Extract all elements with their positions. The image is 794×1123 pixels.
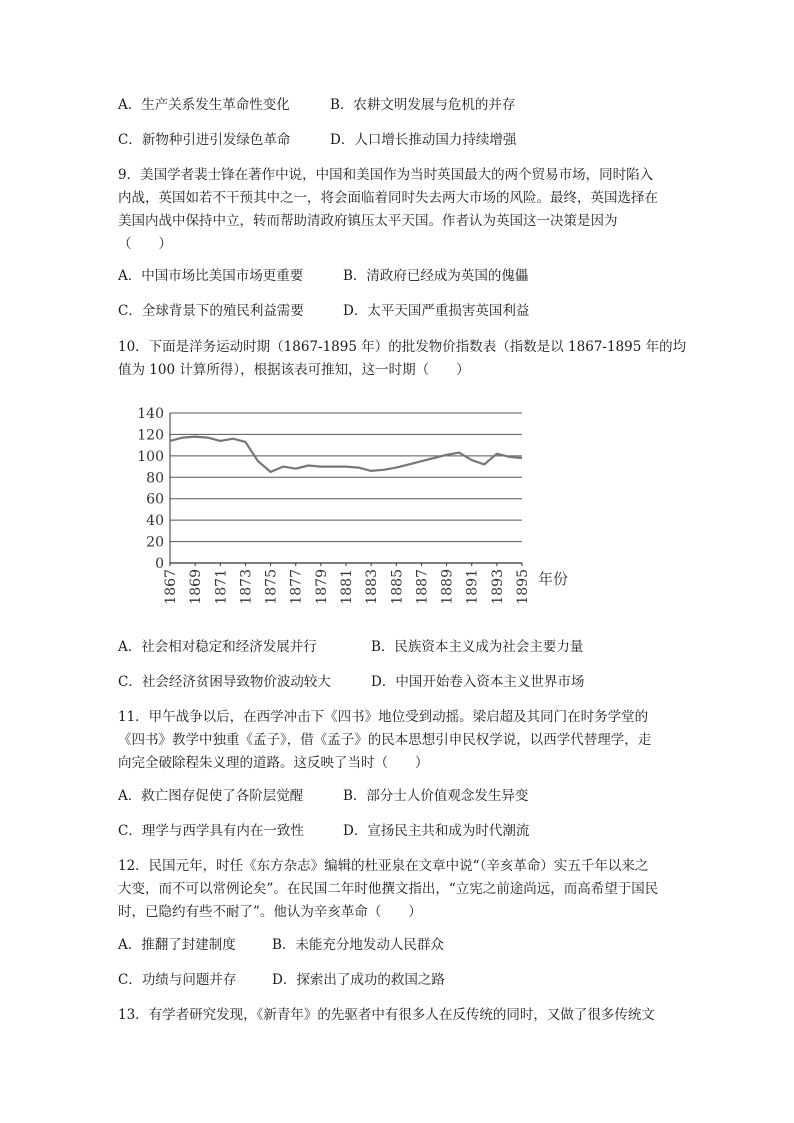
q12-option-c[interactable]: C．功绩与问题并存 (118, 972, 237, 988)
series-line (170, 437, 522, 472)
x-tick-label: 1867 (163, 569, 179, 605)
q9-stem-line: 内战，英国如若不干预其中之一，将会面临着同时失去两大市场的风险。最终，英国选择在 (118, 190, 658, 206)
y-tick-label: 100 (137, 448, 164, 465)
x-tick-label: 1885 (389, 569, 406, 605)
x-tick-label: 1891 (464, 569, 481, 605)
q12-option-d[interactable]: D．探索出了成功的救国之路 (272, 972, 445, 988)
q11-option-b[interactable]: B．部分士人价值观念发生异变 (343, 788, 529, 804)
q12-stem (118, 855, 678, 924)
q10-stem-line: 10．下面是洋务运动时期（1867-1895 年）的批发物价指数表（指数是以 1867-1895 年的均 (118, 339, 687, 355)
x-tick-label: 1877 (288, 569, 305, 605)
x-tick-label: 1887 (414, 569, 431, 605)
x-tick-label: 1871 (213, 569, 230, 605)
y-tick-label: 0 (155, 556, 164, 572)
q10-stem (118, 336, 687, 382)
x-tick-label: 1883 (364, 569, 381, 605)
q10-option-a[interactable]: A．社会相对稳定和经济发展并行 (118, 639, 317, 655)
x-tick-label: 1881 (339, 569, 355, 605)
q11-option-c[interactable]: C．理学与西学具有内在一致性 (118, 823, 304, 839)
q9-option-b[interactable]: B．清政府已经成为英国的傀儡 (343, 268, 529, 284)
x-tick-label: 1895 (515, 569, 531, 605)
x-tick-label: 1875 (263, 569, 280, 605)
x-tick-label: 1879 (313, 569, 330, 605)
x-tick-label: 1869 (188, 569, 205, 605)
q12-stem-line: 大变，而不可以常例论矣”。在民国二年时他撰文指出，“立宪之前途尚远，而高希望于国民 (118, 881, 659, 897)
q13-stem-line: 13．有学者研究发现，《新青年》的先驱者中有很多人在反传统的同时，又做了很多传统文 (118, 1007, 655, 1023)
q9-option-a[interactable]: A．中国市场比美国市场更重要 (118, 268, 304, 284)
q12-option-b[interactable]: B．未能充分地发动人民群众 (272, 937, 444, 953)
q8-option-d[interactable]: D．人口增长推动国力持续增强 (330, 132, 517, 148)
q12-option-a[interactable]: A．推翻了封建制度 (118, 937, 236, 953)
x-axis-label: 年份 (538, 570, 569, 588)
q11-option-d[interactable]: D．宣扬民主共和成为时代潮流 (343, 823, 530, 839)
q11-stem-line: 向完全破除程朱义理的道路。这反映了当时（ ） (118, 755, 429, 771)
q9-option-d[interactable]: D．太平天国严重损害英国利益 (343, 303, 530, 319)
x-tick-label: 1893 (489, 569, 506, 605)
q10-option-c[interactable]: C．社会经济贫困导致物价波动较大 (118, 674, 331, 690)
q8-option-c[interactable]: C．新物种引进引发绿色革命 (118, 132, 291, 148)
q12-stem-line: 时，已隐约有些不耐了”。他认为辛亥革命（ ） (118, 904, 422, 920)
y-tick-label: 40 (146, 513, 164, 530)
q9-option-c[interactable]: C．全球背景下的殖民利益需要 (118, 303, 304, 319)
y-tick-label: 120 (137, 427, 164, 444)
q12-stem-line: 12．民国元年，时任《东方杂志》编辑的杜亚泉在文章中说“（辛亥革命）实五千年以来之 (118, 858, 649, 874)
q8-option-b[interactable]: B．农耕文明发展与危机的并存 (330, 97, 516, 113)
q11-stem (118, 706, 678, 775)
x-tick-label: 1889 (439, 569, 456, 605)
q10-option-d[interactable]: D．中国开始卷入资本主义世界市场 (371, 674, 585, 690)
q11-stem-line: 《四书》教学中独重《孟子》，借《孟子》的民本思想引申民权学说，以西学代替理学，走 (118, 732, 652, 748)
q9-stem (118, 164, 678, 256)
q9-stem-line: 9．美国学者裴士锋在著作中说，中国和美国作为当时英国最大的两个贸易市场，同时陷入 (118, 167, 654, 183)
x-tick-label: 1873 (238, 569, 255, 605)
q9-stem-line: 美国内战中保持中立，转而帮助清政府镇压太平天国。作者认为英国这一决策是因为 (118, 213, 618, 229)
price-index-chart (137, 400, 590, 615)
q11-stem-line: 11．甲午战争以后，在西学冲击下《四书》地位受到动摇。梁启超及其同门在时务学堂的 (118, 709, 649, 725)
q8-option-a[interactable]: A．生产关系发生革命性变化 (118, 97, 290, 113)
q11-option-a[interactable]: A．救亡图存促使了各阶层觉醒 (118, 788, 304, 804)
y-tick-label: 140 (137, 406, 164, 422)
y-tick-label: 60 (146, 491, 164, 508)
q10-stem-line: 值为 100 计算所得），根据该表可推知，这一时期（ ） (118, 362, 470, 378)
y-tick-label: 20 (146, 534, 164, 551)
q10-option-b[interactable]: B．民族资本主义成为社会主要力量 (371, 639, 584, 655)
q9-stem-line: （ ） (118, 236, 172, 252)
y-tick-label: 80 (146, 470, 164, 487)
